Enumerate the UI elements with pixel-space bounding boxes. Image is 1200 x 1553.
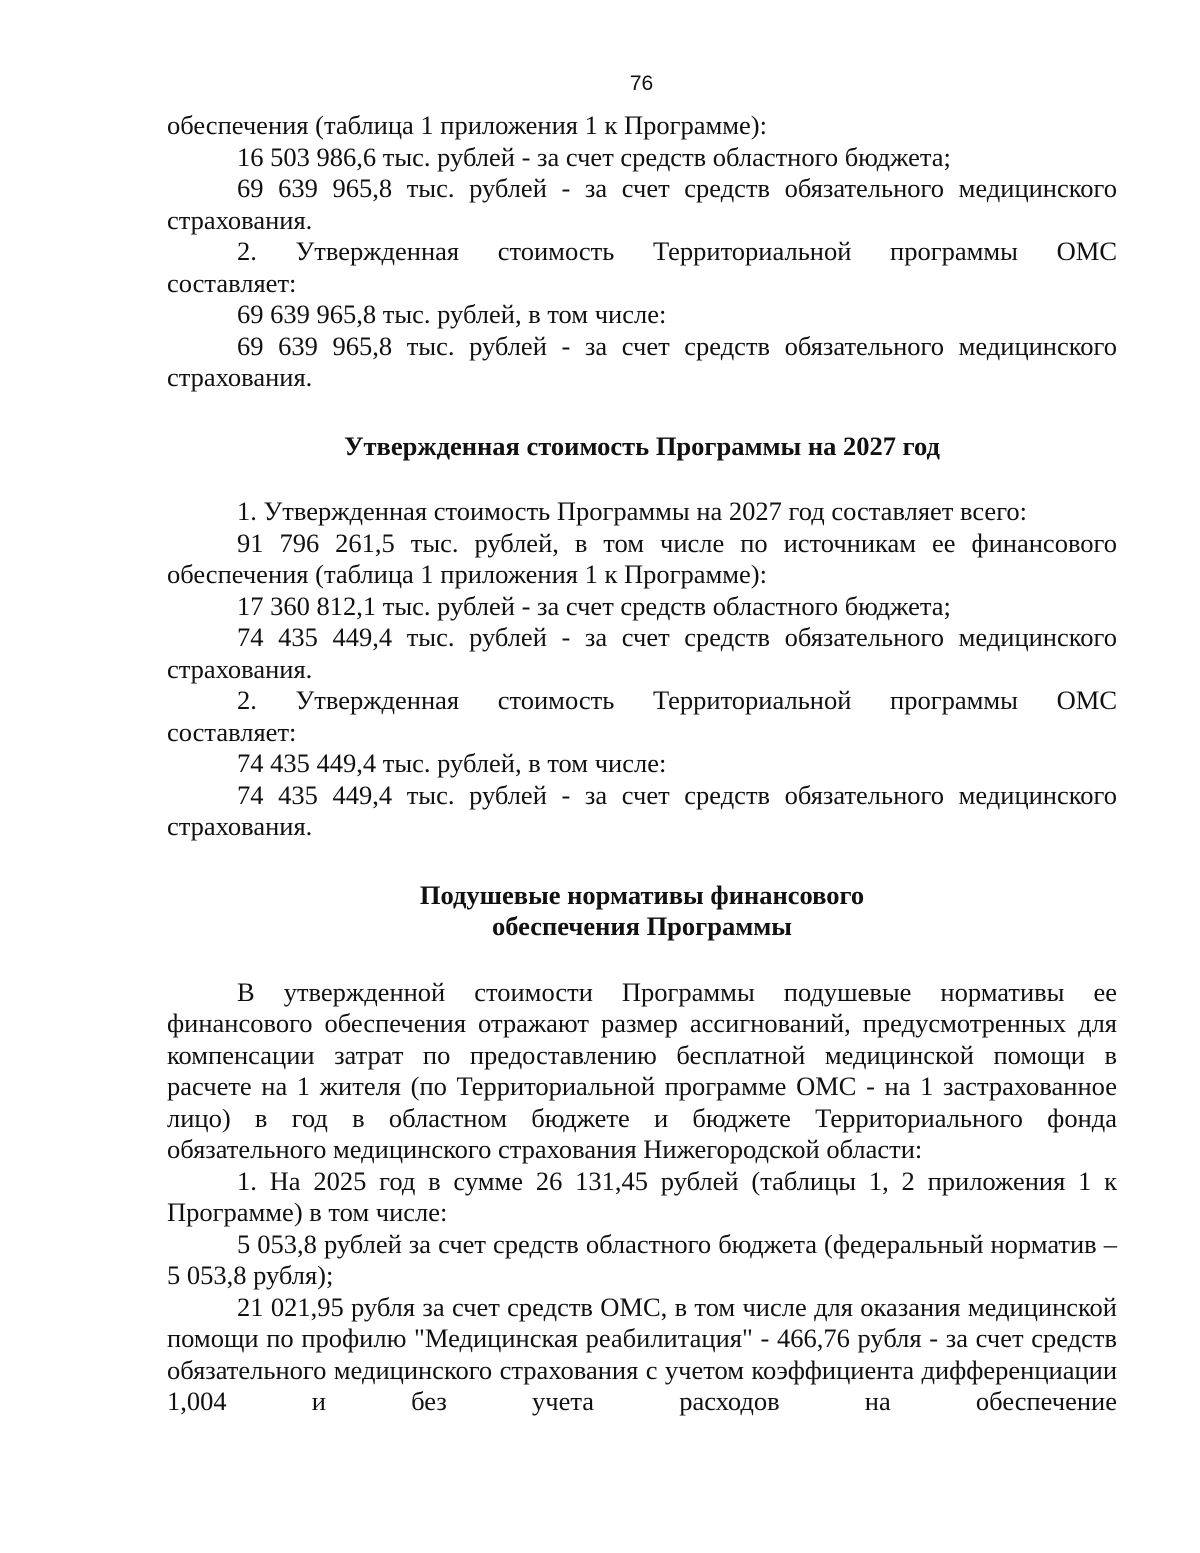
paragraph: 17 360 812,1 тыс. рублей - за счет средств областного бюджета;	[237, 590, 951, 621]
paragraph: 1. Утвержденная стоимость Программы на 2027 год составляет всего:	[237, 496, 1028, 526]
paragraph: 69 639 965,8 тыс. рублей, в том числе:	[237, 299, 667, 329]
paragraph: 5 053,8 рублей за счет средств областного бюджета (федеральный норматив – 5 053,8 рубля);	[167, 1228, 1117, 1290]
paragraph: 16 503 986,6 тыс. рублей - за счет средств областного бюджета;	[237, 141, 951, 172]
paragraph: составляет:	[167, 267, 297, 298]
paragraph: 2. Утвержденная стоимость Территориальной программы ОМС	[237, 236, 1117, 266]
paragraph: 91 796 261,5 тыс. рублей, в том числе по источникам ее финансового обеспечения (таблица 1 приложения 1 к Программе):	[167, 527, 1117, 589]
paragraph: 74 435 449,4 тыс. рублей - за счет средств обязательного медицинского страхования.	[167, 622, 1117, 684]
paragraph: 74 435 449,4 тыс. рублей - за счет средств обязательного медицинского страхования.	[167, 779, 1117, 841]
paragraph: В утвержденной стоимости Программы подушевые нормативы ее финансового обеспечения отражают размер ассигнований, предусмотренных для компенсации затрат по предоставлению бесплатной медицинской помощи в расчете на 1 жителя (по Территориальной программе ОМС - на 1 застрахованное лицо) в год в областном бюджете и бюджете Территориального фонда обязательного медицинского страхования Нижегородской области:	[167, 976, 1117, 1164]
section-heading-norms-line2: обеспечения Программы	[492, 911, 792, 941]
paragraph: 69 639 965,8 тыс. рублей - за счет средств обязательного медицинского страхования.	[167, 330, 1117, 392]
document-body	[167, 110, 1117, 1418]
paragraph: 69 639 965,8 тыс. рублей - за счет средств обязательного медицинского страхования.	[167, 173, 1117, 235]
paragraph: 74 435 449,4 тыс. рублей, в том числе:	[237, 748, 667, 778]
paragraph: составляет:	[167, 716, 297, 747]
paragraph: 21 021,95 рубля за счет средств ОМС, в том числе для оказания медицинской помощи по профилю "Медицинская реабилитация" - 466,76 рубля - за счет средств обязательного медицинского страхования с учетом коэффициента дифференциации 1,004 и без учета расходов на обеспечение	[167, 1291, 1117, 1416]
paragraph: 1. На 2025 год в сумме 26 131,45 рублей (таблицы 1, 2 приложения 1 к Программе) в том числе:	[167, 1165, 1117, 1227]
section-heading-2027: Утвержденная стоимость Программы на 2027 год	[344, 430, 940, 461]
paragraph: обеспечения (таблица 1 приложения 1 к Программе):	[167, 110, 767, 140]
page-number: 76	[629, 72, 654, 95]
section-heading-norms: Подушевые нормативы финансового	[419, 879, 865, 910]
paragraph: 2. Утвержденная стоимость Территориальной программы ОМС	[237, 685, 1117, 715]
